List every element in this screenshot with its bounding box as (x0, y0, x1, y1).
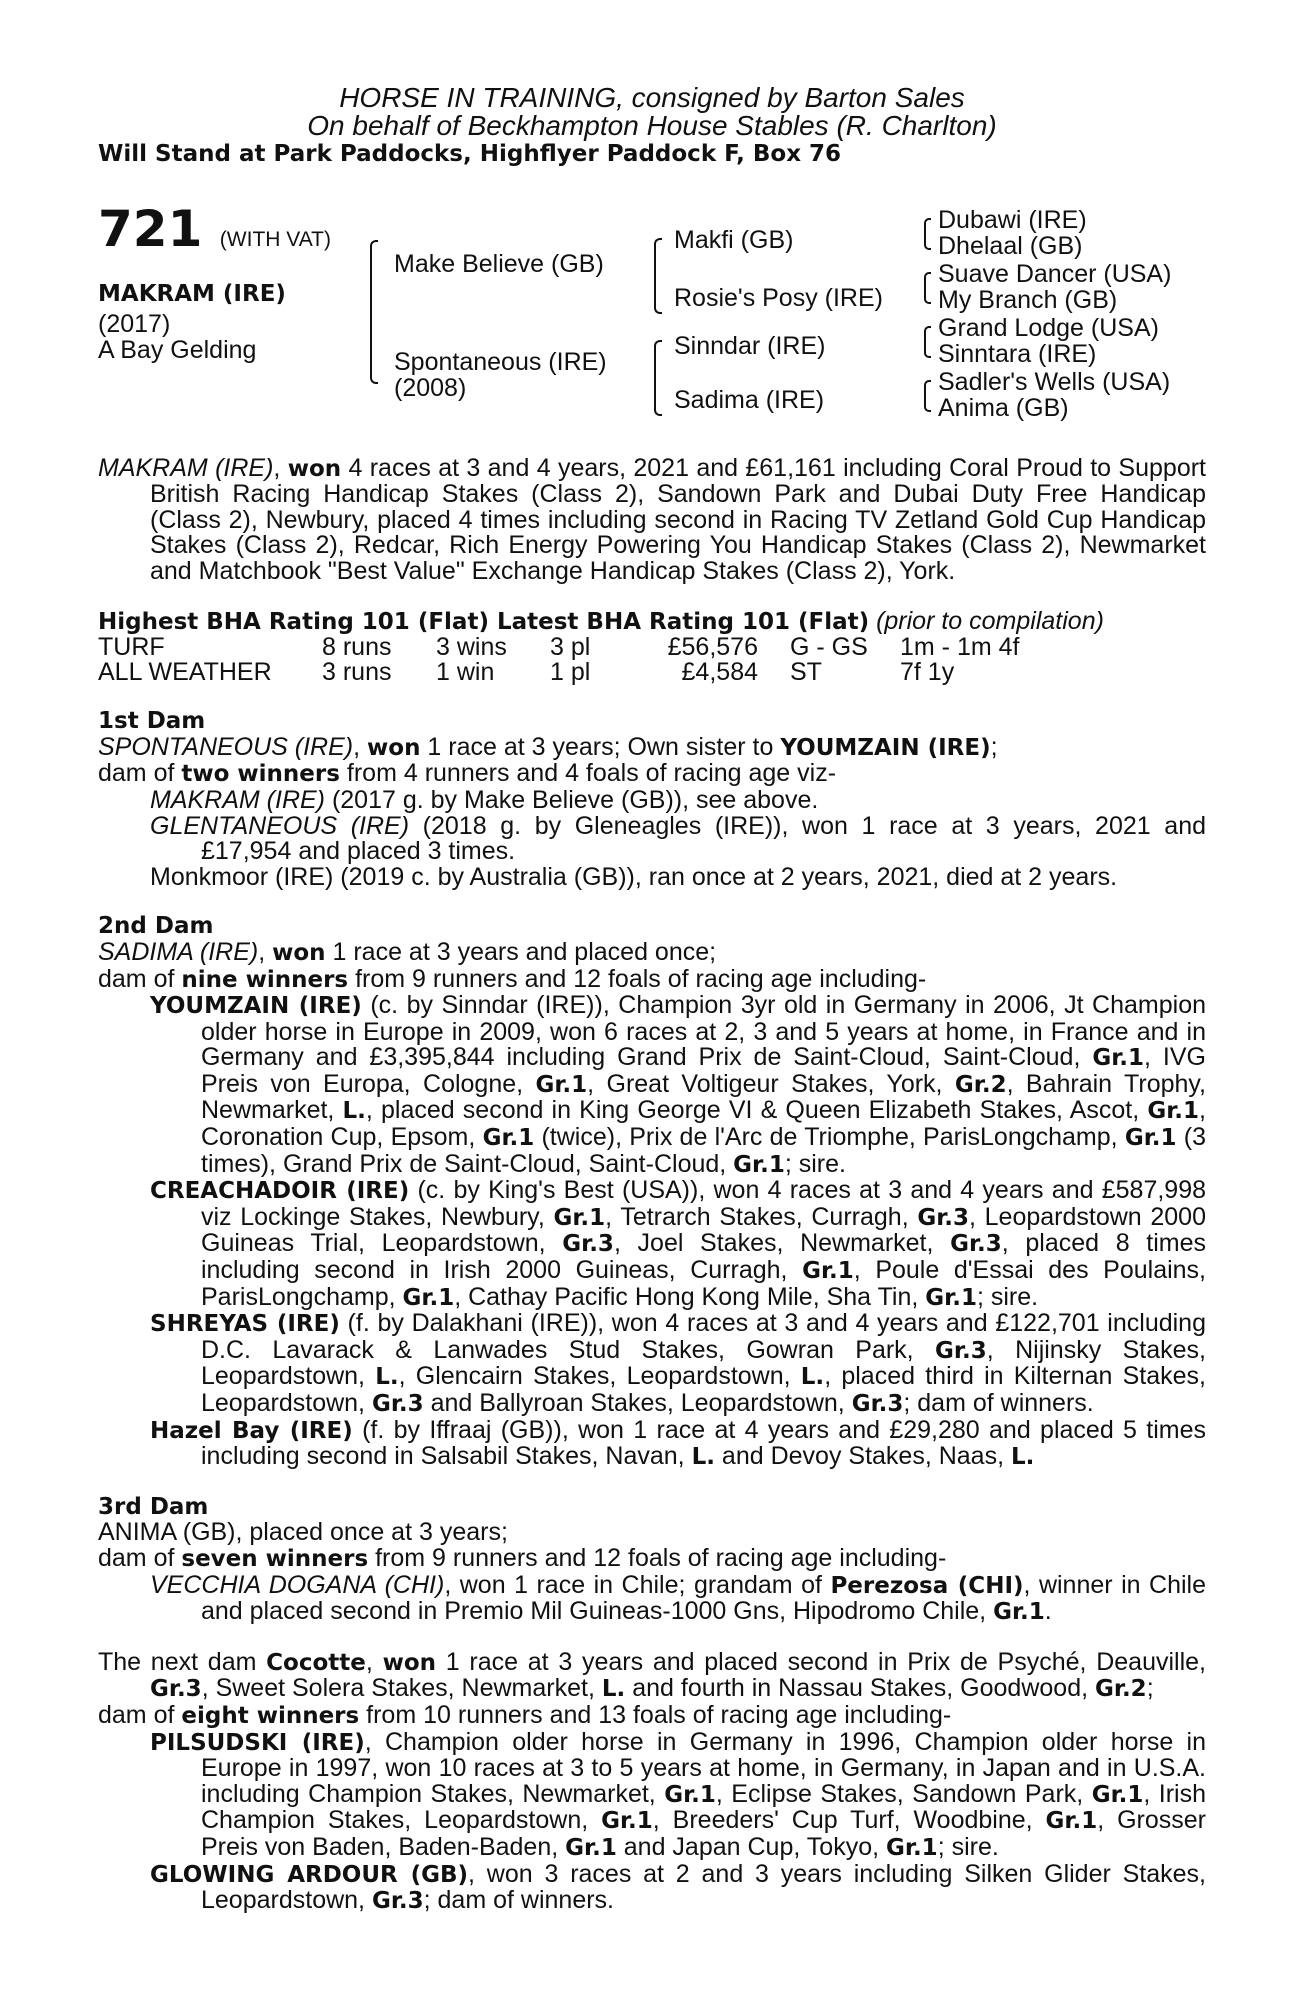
horse-description: A Bay Gelding (98, 335, 257, 364)
g-brace-1 (924, 218, 931, 250)
produce-entry: MAKRAM (IRE) (2017 g. by Make Believe (GB)), see above. (150, 785, 819, 814)
behalf-line: On behalf of Beckhampton House Stables (R. Charlton) (307, 110, 997, 141)
g-brace-2 (924, 272, 931, 304)
lot-number: 721 (WITH VAT) (98, 199, 331, 258)
dam-line: The next dam Cocotte, won 1 race at 3 years and placed second in Prix de Psyché, Deauville, Gr.3, Sweet Solera Stakes, Newmarket, L. and fourth in Nassau Stakes, Goodwood, Gr.2; (98, 1647, 1206, 1703)
pedigree-brace (370, 240, 378, 384)
next-dam-section (98, 1647, 1207, 1915)
location-line: Will Stand at Park Paddocks, Highflyer Paddock F, Box 76 (98, 141, 842, 167)
grandsire-1: Dubawi (IRE) (938, 205, 1087, 234)
grandsire-2: Suave Dancer (USA) (938, 259, 1172, 288)
produce-summary: dam of eight winners from 10 runners and 13 foals of racing age including- (98, 1700, 952, 1729)
third-dam-section (98, 1495, 1206, 1626)
first-dam-section (98, 709, 1206, 890)
table-row: ALL WEATHER 3 runs 1 win 1 pl £4,584 ST 7f 1y (98, 658, 955, 687)
produce-entry: GLOWING ARDOUR (GB), won 3 races at 2 and 3 years including Silken Glider Stakes, Leopardstown, Gr.3; dam of winners. (150, 1859, 1206, 1915)
dam-line: SPONTANEOUS (IRE), won 1 race at 3 years; Own sister to YOUMZAIN (IRE); (98, 732, 998, 761)
sire-sire: Makfi (GB) (674, 225, 794, 254)
dam-sire: Sinndar (IRE) (674, 331, 826, 360)
horse-name: MAKRAM (IRE) (98, 280, 286, 307)
race-summary: MAKRAM (IRE), won 4 races at 3 and 4 years, 2021 and £61,161 including Coral Proud to Support British Racing Handicap Stakes (Class 2), Sandown Park and Dubai Duty Free Handicap (Class 2), Newbury, placed 4 times including second in Racing TV Zetland Gold Cup Handicap Stakes (Class 2), Redcar, Rich Energy Powering You Handicap Stakes (Class 2), Newmarket and Matchbook "Best Value" Exchange Handicap Stakes (Class 2), York. (98, 453, 1206, 585)
section-heading: 1st Dam (98, 708, 206, 735)
produce-entry: Monkmoor (IRE) (2019 c. by Australia (GB)), ran once at 2 years, 2021, died at 2 years. (150, 862, 1118, 891)
produce-entry: PILSUDSKI (IRE), Champion older horse in Germany in 1996, Champion older horse in Europe in 1997, won 10 races at 3 to 5 years at home, in Germany, in Japan and in U.S.A. including Champion Stakes, Newmarket, Gr.1, Eclipse Stakes, Sandown Park, Gr.1, Irish Champion Stakes, Leopardstown, Gr.1, Breeders' Cup Turf, Woodbine, Gr.1, Grosser Preis von Baden, Baden-Baden, Gr.1 and Japan Cup, Tokyo, Gr.1; sire. (150, 1727, 1207, 1861)
consignor-line: HORSE IN TRAINING, consigned by Barton Sales (339, 82, 965, 113)
pedigree-block (98, 194, 1206, 434)
dam-year: (2008) (394, 373, 467, 402)
granddam-3: Sinntara (IRE) (938, 339, 1097, 368)
dam-dam: Sadima (IRE) (674, 385, 825, 414)
rating-line: Highest BHA Rating 101 (Flat) Latest BHA Rating 101 (Flat) (prior to compilation) (98, 606, 1104, 635)
dam-line: ANIMA (GB), placed once at 3 years; (98, 1518, 508, 1547)
dam: Spontaneous (IRE) (394, 347, 607, 376)
section-heading: 2nd Dam (98, 913, 214, 940)
produce-summary: dam of seven winners from 9 runners and 12 foals of racing age including- (98, 1543, 947, 1572)
g-brace-3 (924, 326, 931, 358)
dam-brace (654, 340, 662, 416)
produce-entry: Hazel Bay (IRE) (f. by Iffraaj (GB)), won 1 race at 4 years and £29,280 and placed 5 times including second in Salsabil Stakes, Navan, L. and Devoy Stakes, Naas, L. (150, 1415, 1206, 1471)
grandsire-3: Grand Lodge (USA) (938, 313, 1159, 342)
granddam-4: Anima (GB) (938, 393, 1069, 422)
produce-entry: GLENTANEOUS (IRE) (2018 g. by Gleneagles (IRE)), won 1 race at 3 years, 2021 and £17,954 and placed 3 times. (150, 811, 1207, 866)
produce-entry: CREACHADOIR (IRE) (c. by King's Best (USA)), won 4 races at 3 and 4 years and £587,998 viz Lockinge Stakes, Newbury, Gr.1, Tetrarch Stakes, Curragh, Gr.3, Leopardstown 2000 Guineas Trial, Leopardstown, Gr.3, Joel Stakes, Newmarket, Gr.3, placed 8 times including second in Irish 2000 Guineas, Curragh, Gr.1, Poule d'Essai des Poulains, ParisLongchamp, Gr.1, Cathay Pacific Hong Kong Mile, Sha Tin, Gr.1; sire. (150, 1176, 1207, 1311)
rating-section (98, 606, 1206, 687)
race-record-table (98, 635, 1019, 685)
sire-brace (654, 238, 662, 314)
dam-line: SADIMA (IRE), won 1 race at 3 years and placed once; (98, 937, 717, 966)
second-dam-section (98, 914, 1206, 1470)
sire: Make Believe (GB) (394, 249, 604, 278)
foaling-year: (2017) (98, 309, 171, 338)
produce-entry: VECCHIA DOGANA (CHI), won 1 race in Chile; grandam of Perezosa (CHI), winner in Chile and placed second in Premio Mil Guineas-1000 Gns, Hipodromo Chile, Gr.1. (150, 1570, 1206, 1626)
g-brace-4 (924, 380, 931, 412)
produce-entry: YOUMZAIN (IRE) (c. by Sinndar (IRE)), Champion 3yr old in Germany in 2006, Jt Champion older horse in Europe in 2009, won 6 races at 2, 3 and 5 years at home, in France and in Germany and £3,395,844 including Grand Prix de Saint-Cloud, Saint-Cloud, Gr.1, IVG Preis von Europa, Cologne, Gr.1, Great Voltigeur Stakes, York, Gr.2, Bahrain Trophy, Newmarket, L., placed second in King George VI & Queen Elizabeth Stakes, Ascot, Gr.1, Coronation Cup, Epsom, Gr.1 (twice), Prix de l'Arc de Triomphe, ParisLongchamp, Gr.1 (3 times), Grand Prix de Saint-Cloud, Saint-Cloud, Gr.1; sire. (150, 991, 1207, 1178)
produce-summary: dam of nine winners from 9 runners and 12 foals of racing age including- (98, 964, 927, 993)
table-row: TURF 8 runs 3 wins 3 pl £56,576 G - GS 1m - 1m 4f (98, 633, 1020, 662)
produce-summary: dam of two winners from 4 runners and 4 foals of racing age viz- (98, 759, 837, 788)
produce-entry: SHREYAS (IRE) (f. by Dalakhani (IRE)), won 4 races at 3 and 4 years and £122,701 including D.C. Lavarack & Lanwades Stud Stakes, Gowran Park, Gr.3, Nijinsky Stakes, Leopardstown, L., Glencairn Stakes, Leopardstown, L., placed third in Kilternan Stakes, Leopardstown, Gr.3 and Ballyroan Stakes, Leopardstown, Gr.3; dam of winners. (150, 1309, 1206, 1417)
sire-dam: Rosie's Posy (IRE) (674, 283, 883, 312)
grandsire-4: Sadler's Wells (USA) (938, 367, 1171, 396)
granddam-1: Dhelaal (GB) (938, 231, 1083, 260)
section-heading: 3rd Dam (98, 1493, 209, 1520)
catalogue-page (98, 84, 1206, 1915)
granddam-2: My Branch (GB) (938, 285, 1118, 314)
